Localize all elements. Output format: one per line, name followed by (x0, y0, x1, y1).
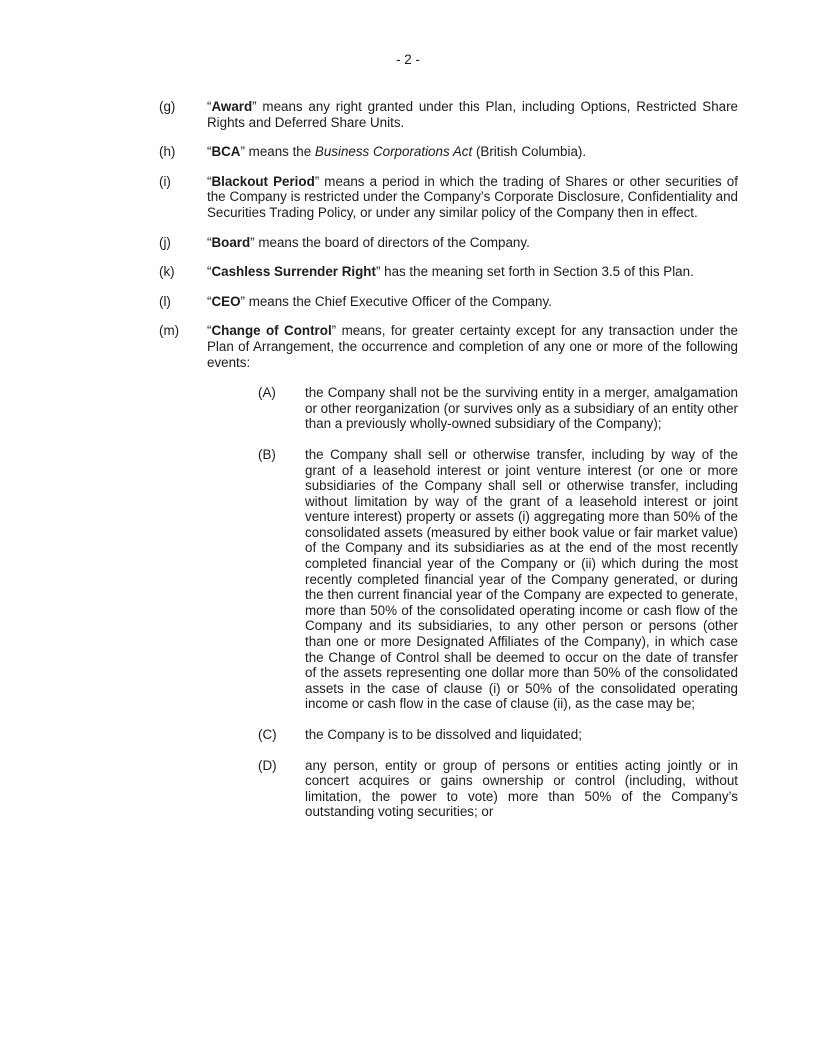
definition-text: has the meaning set forth in Section 3.5 of this Plan. (380, 264, 694, 280)
close-quote: ” (375, 264, 381, 280)
event-item-c (0, 727, 816, 743)
sub-item-label: (A) (258, 385, 276, 401)
definition-cashless-surrender-right (0, 264, 816, 280)
definition-text: means a period in which the trading of Shares or other securities of the Company is restricted under the Company’s Corporate Disclosure, Confidentiality and Securities Trading Policy, or under any similar policy of the Company then in effect. (207, 173, 738, 220)
definition-body (207, 264, 738, 280)
definition-text: means the (244, 144, 315, 160)
definition-body (207, 99, 738, 130)
item-label: (m) (159, 323, 180, 339)
sub-item-label: (D) (258, 757, 277, 773)
event-item-a (0, 385, 816, 432)
definition-change-of-control (0, 323, 816, 820)
close-quote: ” (240, 293, 245, 309)
sub-item-text: the Company shall not be the surviving entity in a merger, amalgamation or other reorganization (or survives only as a subsidiary of an entity other than a previously wholly-owned subsidiary of the Company); (305, 385, 738, 432)
close-quote: ” (250, 234, 255, 250)
definition-body (207, 144, 738, 160)
definition-body (207, 323, 738, 370)
event-item-b (0, 447, 816, 712)
sub-item-text: the Company is to be dissolved and liquidated; (305, 727, 582, 742)
open-quote: “ (207, 264, 212, 280)
page-number: - 2 - (396, 52, 420, 67)
open-quote: “ (207, 234, 212, 250)
sub-item-label: (C) (258, 727, 277, 742)
definition-blackout-period (0, 174, 816, 221)
close-quote: ” (331, 323, 337, 339)
definition-text-end: (British Columbia). (472, 144, 587, 160)
close-quote: ” (240, 144, 245, 160)
definition-text: means any right granted under this Plan, including Options, Restricted Share Rights and Deferred Share Units. (207, 99, 738, 130)
open-quote: “ (207, 144, 212, 160)
item-label: (l) (159, 293, 171, 309)
item-label: (h) (159, 144, 176, 160)
definition-body (207, 235, 738, 251)
definition-body (207, 294, 738, 310)
defined-term: CEO (211, 293, 241, 309)
definition-board (0, 235, 816, 251)
definition-award (0, 99, 816, 130)
defined-term: BCA (211, 144, 241, 160)
item-label: (j) (159, 234, 171, 250)
close-quote: ” (252, 99, 257, 114)
defined-term: Change of Control (211, 323, 332, 339)
sub-item-text: the Company shall sell or otherwise transfer, including by way of the grant of a leasehold interest or joint venture interest (or one or more subsidiaries of the Company shall sell or otherwise transfer, including without limitation by way of the grant of a leasehold interest or joint venture interest) property or assets (i) aggregating more than 50% of the consolidated assets (measured by either book value or fair market value) of the Company and its subsidiaries as at the end of the most recently completed financial year of the Company or (ii) which during the most recently completed financial year of the Company generated, or during the then current financial year of the Company are expected to generate, more than 50% of the consolidated operating income or cash flow of the Company and its subsidiaries, to any other person or persons (other than one or more Designated Affiliates of the Company), in which case the Change of Control shall be deemed to occur on the date of transfer of the assets representing one dollar more than 50% of the consolidated assets in the case of clause (i) or 50% of the consolidated operating income or cash flow in the case of clause (ii), as the case may be; (305, 446, 738, 712)
definition-ceo (0, 294, 816, 310)
event-item-d (0, 758, 816, 820)
defined-term: Cashless Surrender Right (211, 264, 376, 280)
open-quote: “ (207, 323, 212, 339)
act-title: Business Corporations Act (314, 144, 473, 160)
open-quote: “ (207, 99, 212, 114)
definition-bca (0, 144, 816, 160)
defined-term: Blackout Period (211, 173, 315, 189)
close-quote: ” (314, 173, 320, 189)
sub-item-label: (B) (258, 446, 276, 462)
definition-text: means the Chief Executive Officer of the Company. (244, 293, 552, 309)
definitions-list (0, 99, 816, 835)
definition-text: means, for greater certainty except for any transaction under the Plan of Arrangement, the occurrence and completion of any one or more of the following events: (207, 323, 738, 370)
open-quote: “ (207, 173, 212, 189)
definition-body (207, 174, 738, 221)
item-label: (g) (159, 99, 176, 114)
change-of-control-events (0, 385, 816, 820)
defined-term: Award (211, 99, 253, 114)
item-label: (i) (159, 173, 171, 189)
definition-text: means the board of directors of the Company. (254, 234, 530, 250)
open-quote: “ (207, 293, 212, 309)
defined-term: Board (211, 234, 251, 250)
item-label: (k) (159, 264, 175, 280)
sub-item-text: any person, entity or group of persons or entities acting jointly or in concert acquires or gains ownership or control (including, without limitation, the power to vote) more than 50% of the Company’s outstanding voting securities; or (305, 757, 738, 820)
